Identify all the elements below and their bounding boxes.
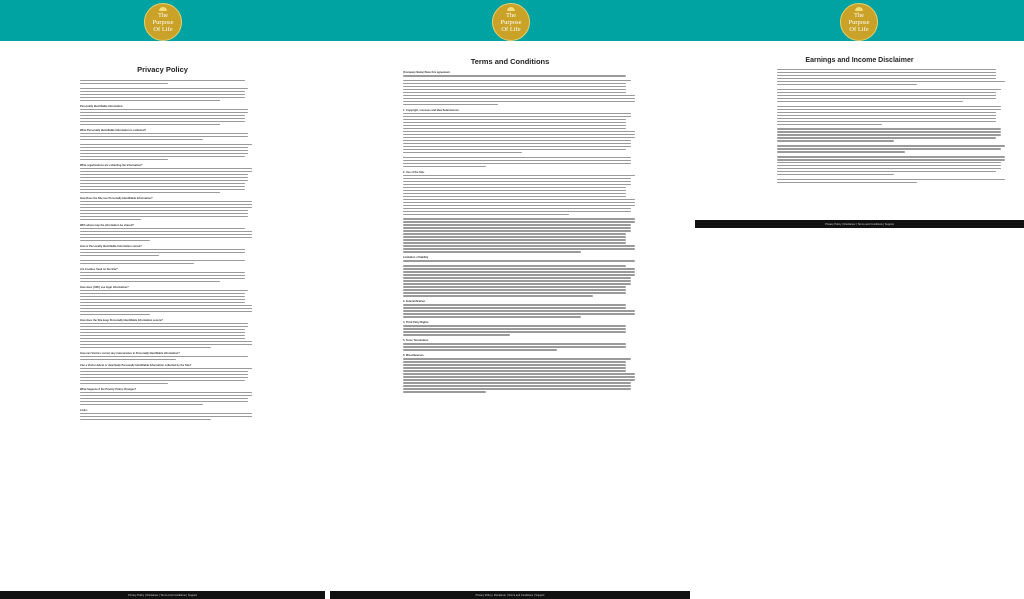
text-line — [403, 98, 635, 99]
text-line — [403, 140, 631, 141]
text-line — [777, 69, 996, 70]
text-line — [80, 234, 252, 235]
sun-icon — [855, 7, 863, 11]
sun-icon — [507, 7, 515, 11]
section-heading: 4. Third Party Rights. — [403, 321, 430, 325]
text-line — [403, 346, 626, 347]
text-line — [403, 199, 635, 200]
text-line — [777, 81, 1005, 82]
section-heading: How does [URL] use login information? — [80, 285, 129, 289]
text-line — [80, 144, 252, 145]
text-line — [403, 230, 631, 231]
text-line — [403, 134, 635, 135]
text-line — [80, 302, 245, 303]
text-line — [80, 308, 252, 309]
footer-links[interactable]: Privacy Policy | Disclaimer | Terms and Conditions | Support — [475, 593, 545, 597]
text-section — [777, 156, 1010, 175]
text-line — [777, 171, 996, 172]
text-section — [403, 71, 640, 77]
text-line — [403, 143, 631, 144]
brand-line-2: Purpose — [848, 18, 870, 26]
section-heading: Can a Visitor delete or deactivate Personally Identifiable Information collected by the Site? — [80, 363, 192, 367]
text-line — [80, 192, 220, 193]
text-line — [80, 326, 248, 327]
text-section — [777, 128, 1010, 141]
text-line — [80, 124, 220, 125]
text-line — [80, 201, 252, 202]
text-line — [403, 160, 631, 161]
text-line — [403, 184, 631, 185]
section-heading: How is Personally Identifiable Information stored? — [80, 244, 142, 248]
earnings-disclaimer-page — [695, 41, 1024, 228]
text-section — [777, 106, 1010, 125]
text-section — [80, 224, 255, 242]
text-section — [80, 319, 255, 348]
text-line — [403, 146, 631, 147]
text-line — [80, 112, 248, 113]
text-line — [80, 395, 252, 396]
page-title: Terms and Conditions — [470, 57, 550, 66]
text-line — [403, 224, 631, 225]
text-line — [403, 361, 626, 362]
text-line — [80, 210, 248, 211]
text-line — [80, 180, 248, 181]
text-section — [80, 129, 255, 141]
text-line — [403, 86, 626, 87]
text-line — [80, 338, 245, 339]
text-section — [403, 265, 640, 296]
text-line — [403, 221, 635, 222]
text-line — [80, 183, 245, 184]
text-line — [403, 373, 635, 374]
section-heading: Limitation of liability — [403, 256, 429, 260]
text-line — [403, 289, 626, 290]
text-line — [80, 275, 245, 276]
text-line — [403, 205, 635, 206]
text-line — [403, 163, 631, 164]
text-line — [80, 249, 245, 250]
section-heading: 3. Indemnification. — [403, 300, 426, 304]
text-line — [403, 125, 626, 126]
text-line — [80, 252, 245, 253]
text-line — [403, 196, 626, 197]
brand-logo[interactable] — [144, 3, 182, 41]
text-line — [80, 332, 245, 333]
text-line — [403, 265, 626, 266]
text-section — [403, 109, 640, 153]
text-line — [80, 356, 248, 357]
text-line — [403, 193, 626, 194]
text-line — [777, 182, 917, 183]
text-section — [80, 80, 255, 84]
text-section — [777, 89, 1010, 102]
text-line — [403, 116, 631, 117]
brand-line-3: Of Life — [849, 25, 869, 33]
text-line — [80, 311, 252, 312]
text-section — [80, 260, 255, 264]
text-line — [777, 92, 996, 93]
text-section — [777, 69, 1010, 85]
text-line — [403, 313, 635, 314]
text-line — [777, 179, 1005, 180]
text-line — [777, 89, 1001, 90]
text-line — [403, 119, 626, 120]
text-line — [403, 391, 486, 392]
text-line — [403, 175, 635, 176]
text-line — [403, 379, 635, 380]
text-line — [777, 115, 996, 116]
section-heading: Links: — [80, 408, 88, 412]
text-line — [80, 392, 252, 393]
text-line — [80, 231, 252, 232]
text-line — [80, 80, 245, 81]
text-line — [80, 97, 245, 98]
text-line — [80, 368, 252, 369]
text-section — [777, 179, 1010, 183]
text-line — [80, 171, 252, 172]
page-footer — [0, 591, 325, 599]
text-line — [403, 80, 631, 81]
text-line — [403, 92, 626, 93]
text-line — [80, 290, 248, 291]
terms-body — [330, 71, 690, 393]
text-line — [80, 100, 220, 101]
text-line — [80, 216, 248, 217]
text-line — [777, 78, 996, 79]
brand-line-2: Purpose — [500, 18, 522, 26]
text-section — [403, 80, 640, 105]
text-line — [80, 296, 245, 297]
text-line — [403, 292, 626, 293]
text-line — [80, 88, 248, 89]
brand-line-2: Purpose — [152, 18, 174, 26]
text-section — [777, 145, 1010, 152]
text-line — [403, 331, 626, 332]
text-line — [777, 145, 1005, 146]
brand-line-3: Of Life — [501, 25, 521, 33]
text-line — [403, 214, 569, 215]
section-heading: What organizations are collecting the information? — [80, 163, 143, 167]
disclaimer-body — [695, 69, 1024, 183]
text-line — [80, 359, 176, 360]
text-line — [80, 186, 245, 187]
text-section — [80, 268, 255, 283]
text-section — [80, 245, 255, 257]
text-line — [403, 218, 635, 219]
text-line — [80, 401, 248, 402]
text-section — [403, 256, 640, 262]
text-section — [403, 354, 640, 392]
text-line — [403, 382, 631, 383]
text-line — [777, 84, 917, 85]
section-heading: 1. Copyright, Licenses and Idea Submissions. — [403, 108, 460, 112]
text-section — [403, 171, 640, 215]
text-section — [80, 144, 255, 160]
text-line — [777, 72, 996, 73]
text-line — [777, 131, 1001, 132]
section-heading: What Personally Identifiable Information is collected? — [80, 128, 147, 132]
text-line — [403, 95, 635, 96]
text-line — [777, 168, 1001, 169]
section-heading: 6. Miscellaneous. — [403, 354, 425, 358]
text-section — [80, 388, 255, 406]
text-line — [80, 177, 248, 178]
page-title: Privacy Policy — [137, 65, 188, 74]
text-line — [80, 213, 248, 214]
text-line — [80, 240, 150, 241]
text-line — [80, 228, 245, 229]
text-line — [80, 329, 245, 330]
text-line — [777, 151, 905, 152]
text-line — [777, 159, 1005, 160]
section-heading: How does the Site keep Personally Identifiable Information secure? — [80, 318, 163, 322]
text-line — [777, 106, 1001, 107]
sun-icon — [159, 7, 167, 11]
text-line — [80, 189, 245, 190]
text-line — [777, 98, 996, 99]
text-line — [80, 335, 245, 336]
text-section — [80, 88, 255, 101]
text-line — [403, 181, 631, 182]
text-line — [80, 419, 211, 420]
text-section — [403, 218, 640, 252]
text-line — [403, 83, 626, 84]
text-line — [403, 358, 631, 359]
text-line — [403, 187, 626, 188]
text-line — [80, 139, 203, 140]
text-line — [80, 293, 245, 294]
text-line — [80, 159, 168, 160]
text-line — [403, 286, 626, 287]
text-line — [403, 307, 626, 308]
text-section — [403, 157, 640, 167]
text-line — [80, 219, 141, 220]
text-line — [80, 83, 168, 84]
page-title: Earnings and Income Disclaimer — [805, 57, 914, 64]
text-line — [80, 174, 248, 175]
text-line — [403, 245, 635, 246]
brand-line-3: Of Life — [153, 25, 173, 33]
text-section — [403, 321, 640, 336]
text-line — [80, 398, 248, 399]
text-line — [777, 124, 882, 125]
text-line — [403, 316, 581, 317]
text-line — [403, 274, 635, 275]
text-line — [777, 134, 1001, 135]
section-heading: What happens if the Privacy Policy Changes? — [80, 387, 137, 391]
text-line — [80, 260, 245, 261]
text-line — [80, 299, 245, 300]
brand-line-1: The — [157, 11, 169, 19]
text-line — [403, 211, 631, 212]
text-line — [403, 208, 631, 209]
text-section — [403, 300, 640, 318]
text-line — [403, 328, 626, 329]
text-line — [403, 166, 486, 167]
text-line — [403, 349, 557, 350]
text-line — [80, 374, 248, 375]
text-line — [403, 101, 635, 102]
text-line — [403, 367, 626, 368]
text-section — [80, 352, 255, 361]
text-line — [403, 202, 635, 203]
text-line — [403, 277, 631, 278]
text-line — [80, 204, 252, 205]
text-line — [403, 227, 631, 228]
page-footer — [330, 591, 690, 599]
text-line — [777, 148, 1001, 149]
brand-logo[interactable] — [492, 3, 530, 41]
text-line — [80, 281, 220, 282]
text-section — [403, 339, 640, 351]
text-line — [80, 136, 248, 137]
text-line — [777, 162, 1001, 163]
text-line — [403, 131, 635, 132]
text-line — [403, 248, 635, 249]
text-line — [777, 165, 1001, 166]
text-line — [403, 104, 498, 105]
privacy-body — [0, 80, 325, 420]
text-line — [777, 121, 996, 122]
text-line — [80, 94, 245, 95]
section-heading: [Company Name] Note this agreement — [403, 71, 450, 74]
text-line — [777, 118, 996, 119]
text-line — [403, 370, 626, 371]
text-line — [403, 388, 631, 389]
text-line — [403, 128, 626, 129]
text-line — [80, 263, 194, 264]
section-heading: With whom may the information be shared? — [80, 223, 134, 227]
text-section — [80, 197, 255, 221]
text-line — [403, 242, 626, 243]
text-line — [777, 128, 1001, 129]
brand-logo[interactable] — [840, 3, 878, 41]
text-section — [80, 105, 255, 126]
section-heading: 5. Term; Termination. — [403, 339, 429, 343]
text-line — [777, 75, 996, 76]
text-line — [777, 112, 996, 113]
brand-line-1: The — [853, 11, 865, 19]
text-line — [80, 383, 168, 384]
text-line — [80, 371, 248, 372]
brand-line-1: The — [505, 11, 517, 19]
section-heading: How can Visitors correct any inaccuracies in Personally Identifiable Information? — [80, 351, 180, 355]
text-line — [80, 118, 245, 119]
text-line — [403, 239, 626, 240]
text-line — [80, 121, 245, 122]
text-line — [403, 343, 626, 344]
text-line — [80, 109, 248, 110]
text-line — [80, 377, 248, 378]
text-line — [403, 137, 635, 138]
text-line — [777, 137, 996, 138]
privacy-policy-page — [0, 41, 325, 599]
text-line — [403, 310, 635, 311]
text-line — [80, 272, 245, 273]
text-line — [403, 385, 631, 386]
text-line — [403, 334, 510, 335]
text-line — [777, 156, 1005, 157]
text-line — [80, 147, 248, 148]
text-line — [403, 283, 631, 284]
page-footer — [695, 220, 1024, 228]
text-line — [80, 91, 245, 92]
text-line — [403, 364, 626, 365]
text-line — [403, 113, 631, 114]
text-line — [403, 190, 626, 191]
text-line — [403, 260, 635, 261]
text-line — [80, 341, 252, 342]
text-line — [80, 237, 252, 238]
section-heading: How Does the Site use Personally Identifiable Information? — [80, 196, 153, 200]
text-line — [403, 152, 522, 153]
text-line — [80, 380, 245, 381]
text-line — [403, 295, 593, 296]
text-line — [80, 150, 248, 151]
text-line — [403, 271, 635, 272]
text-line — [403, 325, 626, 326]
text-line — [80, 404, 203, 405]
text-line — [777, 101, 963, 102]
section-heading: Personally Identifiable Information — [80, 104, 123, 108]
text-line — [80, 416, 252, 417]
text-section — [80, 364, 255, 385]
text-line — [403, 268, 635, 269]
text-line — [80, 323, 248, 324]
text-line — [80, 278, 245, 279]
terms-and-conditions-page — [330, 41, 690, 599]
text-line — [777, 95, 996, 96]
footer-links[interactable]: Privacy Policy | Disclaimer | Terms And Conditions | Support — [128, 593, 197, 597]
text-line — [403, 236, 626, 237]
text-line — [403, 157, 631, 158]
text-line — [80, 347, 211, 348]
text-line — [80, 305, 252, 306]
text-line — [403, 149, 626, 150]
text-section — [80, 164, 255, 193]
text-line — [403, 75, 626, 76]
text-line — [777, 109, 1001, 110]
text-line — [403, 280, 631, 281]
footer-links[interactable]: Privacy Policy | Disclaimer | Terms and Conditions | Support — [825, 222, 894, 226]
text-line — [777, 174, 894, 175]
text-line — [777, 140, 894, 141]
text-line — [80, 314, 150, 315]
text-line — [80, 168, 252, 169]
section-heading: Are Cookies Used on the Site? — [80, 267, 118, 271]
text-line — [403, 178, 631, 179]
text-line — [80, 156, 245, 157]
text-line — [80, 344, 252, 345]
text-line — [403, 376, 635, 377]
text-line — [403, 304, 626, 305]
text-line — [403, 122, 626, 123]
text-line — [80, 255, 159, 256]
text-line — [403, 233, 626, 234]
text-line — [403, 89, 626, 90]
text-line — [80, 413, 252, 414]
section-heading: 2. Use of the Site. — [403, 170, 425, 174]
text-line — [80, 207, 252, 208]
text-line — [80, 115, 245, 116]
text-line — [403, 251, 581, 252]
text-line — [80, 133, 248, 134]
text-section — [80, 409, 255, 421]
text-section — [80, 286, 255, 315]
text-line — [80, 153, 248, 154]
